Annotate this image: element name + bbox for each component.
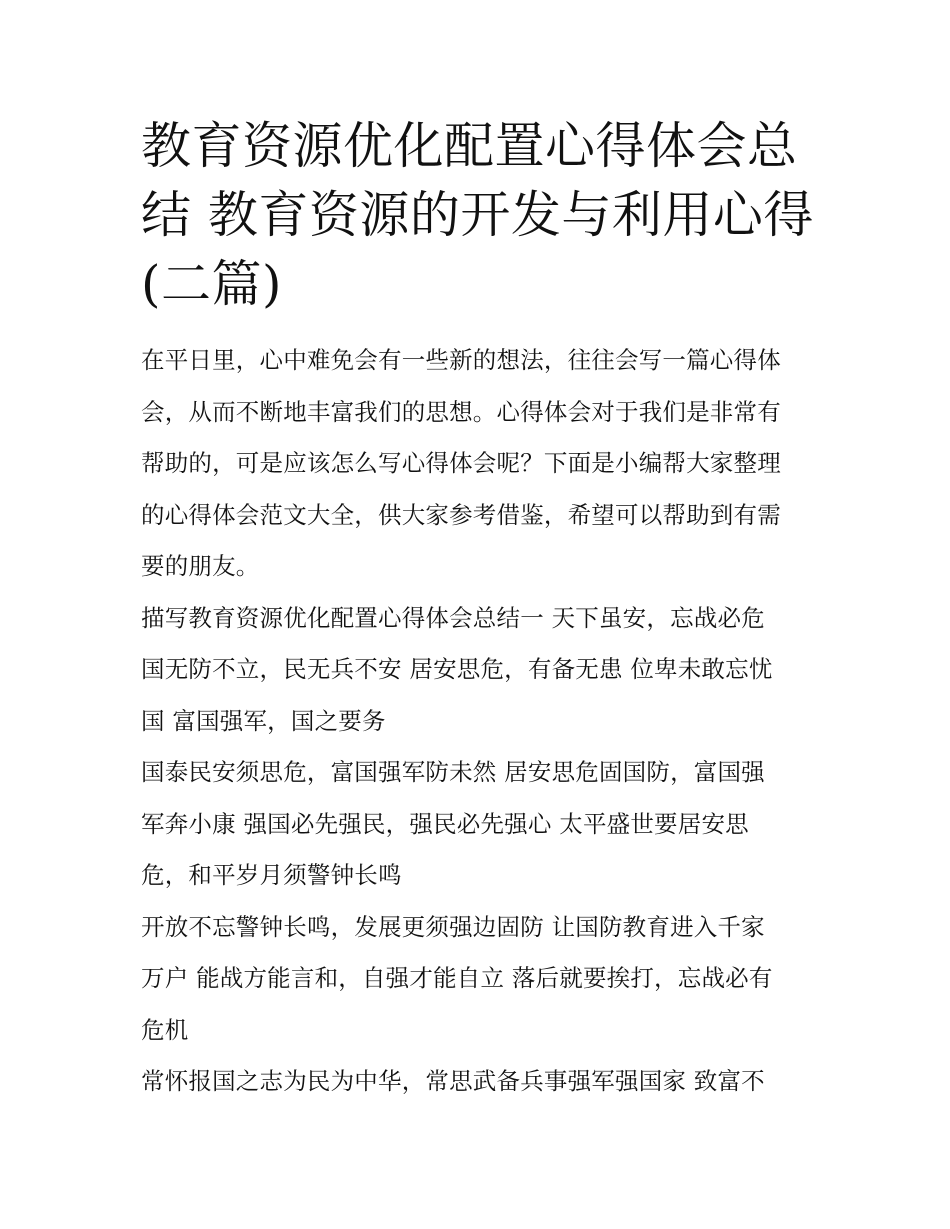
body-paragraph bbox=[141, 593, 821, 748]
text-line: 要的朋友。 bbox=[141, 552, 260, 580]
text-line: 国 富国强军，国之要务 bbox=[141, 706, 386, 735]
text-line: 军奔小康 强国必先强民，强民必先强心 太平盛世要居安思 bbox=[141, 809, 749, 838]
text-line: 帮助的，可是应该怎么写心得体会呢？下面是小编帮大家整理 bbox=[141, 449, 781, 477]
text-line: 国无防不立，民无兵不安 居安思危，有备无患 位卑未敢忘忧 bbox=[141, 655, 773, 683]
body-paragraph bbox=[141, 747, 821, 902]
text-line: 常怀报国之志为民为中华，常思武备兵事强军强国家 致富不 bbox=[141, 1067, 765, 1095]
text-line: 描写教育资源优化配置心得体会总结一 天下虽安，忘战必危 bbox=[141, 603, 765, 632]
text-line: 国泰民安须思危，富国强军防未然 居安思危固国防，富国强 bbox=[141, 758, 765, 786]
body-paragraph bbox=[141, 902, 821, 1057]
intro-paragraph bbox=[141, 335, 821, 593]
text-line: 开放不忘警钟长鸣，发展更须强边固防 让国防教育进入千家 bbox=[141, 912, 765, 941]
text-line: 在平日里，心中难免会有一些新的想法，往往会写一篇心得体 bbox=[141, 346, 781, 374]
text-line: 会，从而不断地丰富我们的思想。心得体会对于我们是非常有 bbox=[141, 397, 781, 426]
body-paragraph bbox=[141, 1056, 821, 1108]
document-title bbox=[141, 112, 821, 319]
text-line: 危机 bbox=[141, 1015, 189, 1044]
text-line: 万户 能战方能言和，自强才能自立 落后就要挨打，忘战必有 bbox=[141, 964, 773, 992]
title-line: 教育资源优化配置心得体会总 bbox=[141, 117, 798, 175]
title-line: (二篇) bbox=[141, 255, 283, 313]
document-content bbox=[141, 112, 821, 1108]
text-line: 的心得体会范文大全，供大家参考借鉴，希望可以帮助到有需 bbox=[141, 500, 781, 529]
text-line: 危，和平岁月须警钟长鸣 bbox=[141, 861, 402, 889]
title-line: 结 教育资源的开发与利用心得 bbox=[141, 186, 814, 244]
